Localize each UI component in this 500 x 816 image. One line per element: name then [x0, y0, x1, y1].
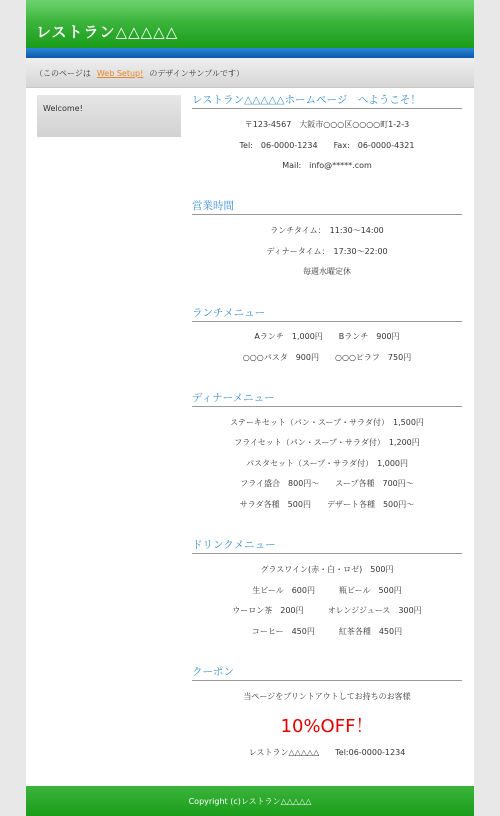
coupon-discount-text: 10%OFF！ — [280, 716, 374, 737]
coupon-footer-text: レストラン△△△△△ Tel:06-0000-1234 — [248, 748, 406, 757]
drink-menu-line: 生ビール 600円 瓶ビール 500円 — [252, 586, 402, 595]
coupon-heading: クーポン — [192, 664, 462, 681]
header-accent-bar — [26, 48, 474, 58]
drink-menu-line: コーヒー 450円 紅茶各種 450円 — [251, 627, 403, 636]
lunch-menu-line: Aランチ 1,000円 Bランチ 900円 — [254, 332, 400, 341]
page — [26, 0, 474, 816]
drink-menu-line: グラスワイン(赤・白・ロゼ) 500円 — [260, 565, 394, 574]
hours-heading: 営業時間 — [192, 198, 462, 215]
dinner-hours-text: ディナータイム： 17:30～22:00 — [266, 247, 388, 256]
drink-menu-line: ウーロン茶 200円 オレンジジュース 300円 — [232, 606, 422, 615]
site-title[interactable]: レストラン△△△△△ — [36, 23, 179, 41]
web-setup-link[interactable]: Web Setup! — [96, 69, 144, 78]
dinner-menu-line: パスタセット（スープ・サラダ付） 1,000円 — [245, 459, 409, 468]
coupon-note-text: 当ページをプリントアウトしてお持ちのお客様 — [243, 692, 411, 701]
sub-bar — [26, 58, 474, 88]
sidebar-welcome-text: Welcome! — [43, 104, 83, 113]
closed-day-text: 毎週水曜定休 — [303, 267, 351, 276]
footer — [26, 786, 474, 816]
dinner-menu-line: サラダ各種 500円 デザート各種 500円～ — [239, 500, 415, 509]
mail-text: Mail: info@*****.com — [282, 161, 372, 170]
dinner-menu-line: ステーキセット（パン・スープ・サラダ付） 1,500円 — [230, 418, 424, 427]
dinner-menu-line: フライ盛合 800円～ スープ各種 700円～ — [240, 479, 414, 488]
dinner-menu-line: フライセット（パン・スープ・サラダ付） 1,200円 — [234, 438, 420, 447]
lunch-hours-text: ランチタイム： 11:30～14:00 — [270, 226, 384, 235]
copyright-text: Copyright (c)レストラン△△△△△ — [188, 797, 312, 806]
drink-menu-heading: ドリンクメニュー — [192, 537, 462, 554]
tel-fax-text: Tel: 06-0000-1234 Fax: 06-0000-4321 — [239, 141, 415, 150]
address-text: 〒123-4567 大阪市○○○区○○○○町1-2-3 — [244, 120, 410, 129]
sidebar-welcome-box — [37, 95, 181, 137]
dinner-menu-heading: ディナーメニュー — [192, 390, 462, 407]
lunch-menu-line: ○○○パスタ 900円 ○○○ピラフ 750円 — [242, 353, 412, 362]
lunch-menu-heading: ランチメニュー — [192, 305, 462, 322]
header — [26, 0, 474, 48]
sub-bar-suffix: のデザインサンプルです） — [149, 69, 245, 78]
sub-bar-prefix: （このページは — [35, 69, 91, 78]
welcome-heading: レストラン△△△△△ホームページ へようこそ！ — [192, 92, 462, 109]
sub-bar-text — [35, 68, 244, 79]
